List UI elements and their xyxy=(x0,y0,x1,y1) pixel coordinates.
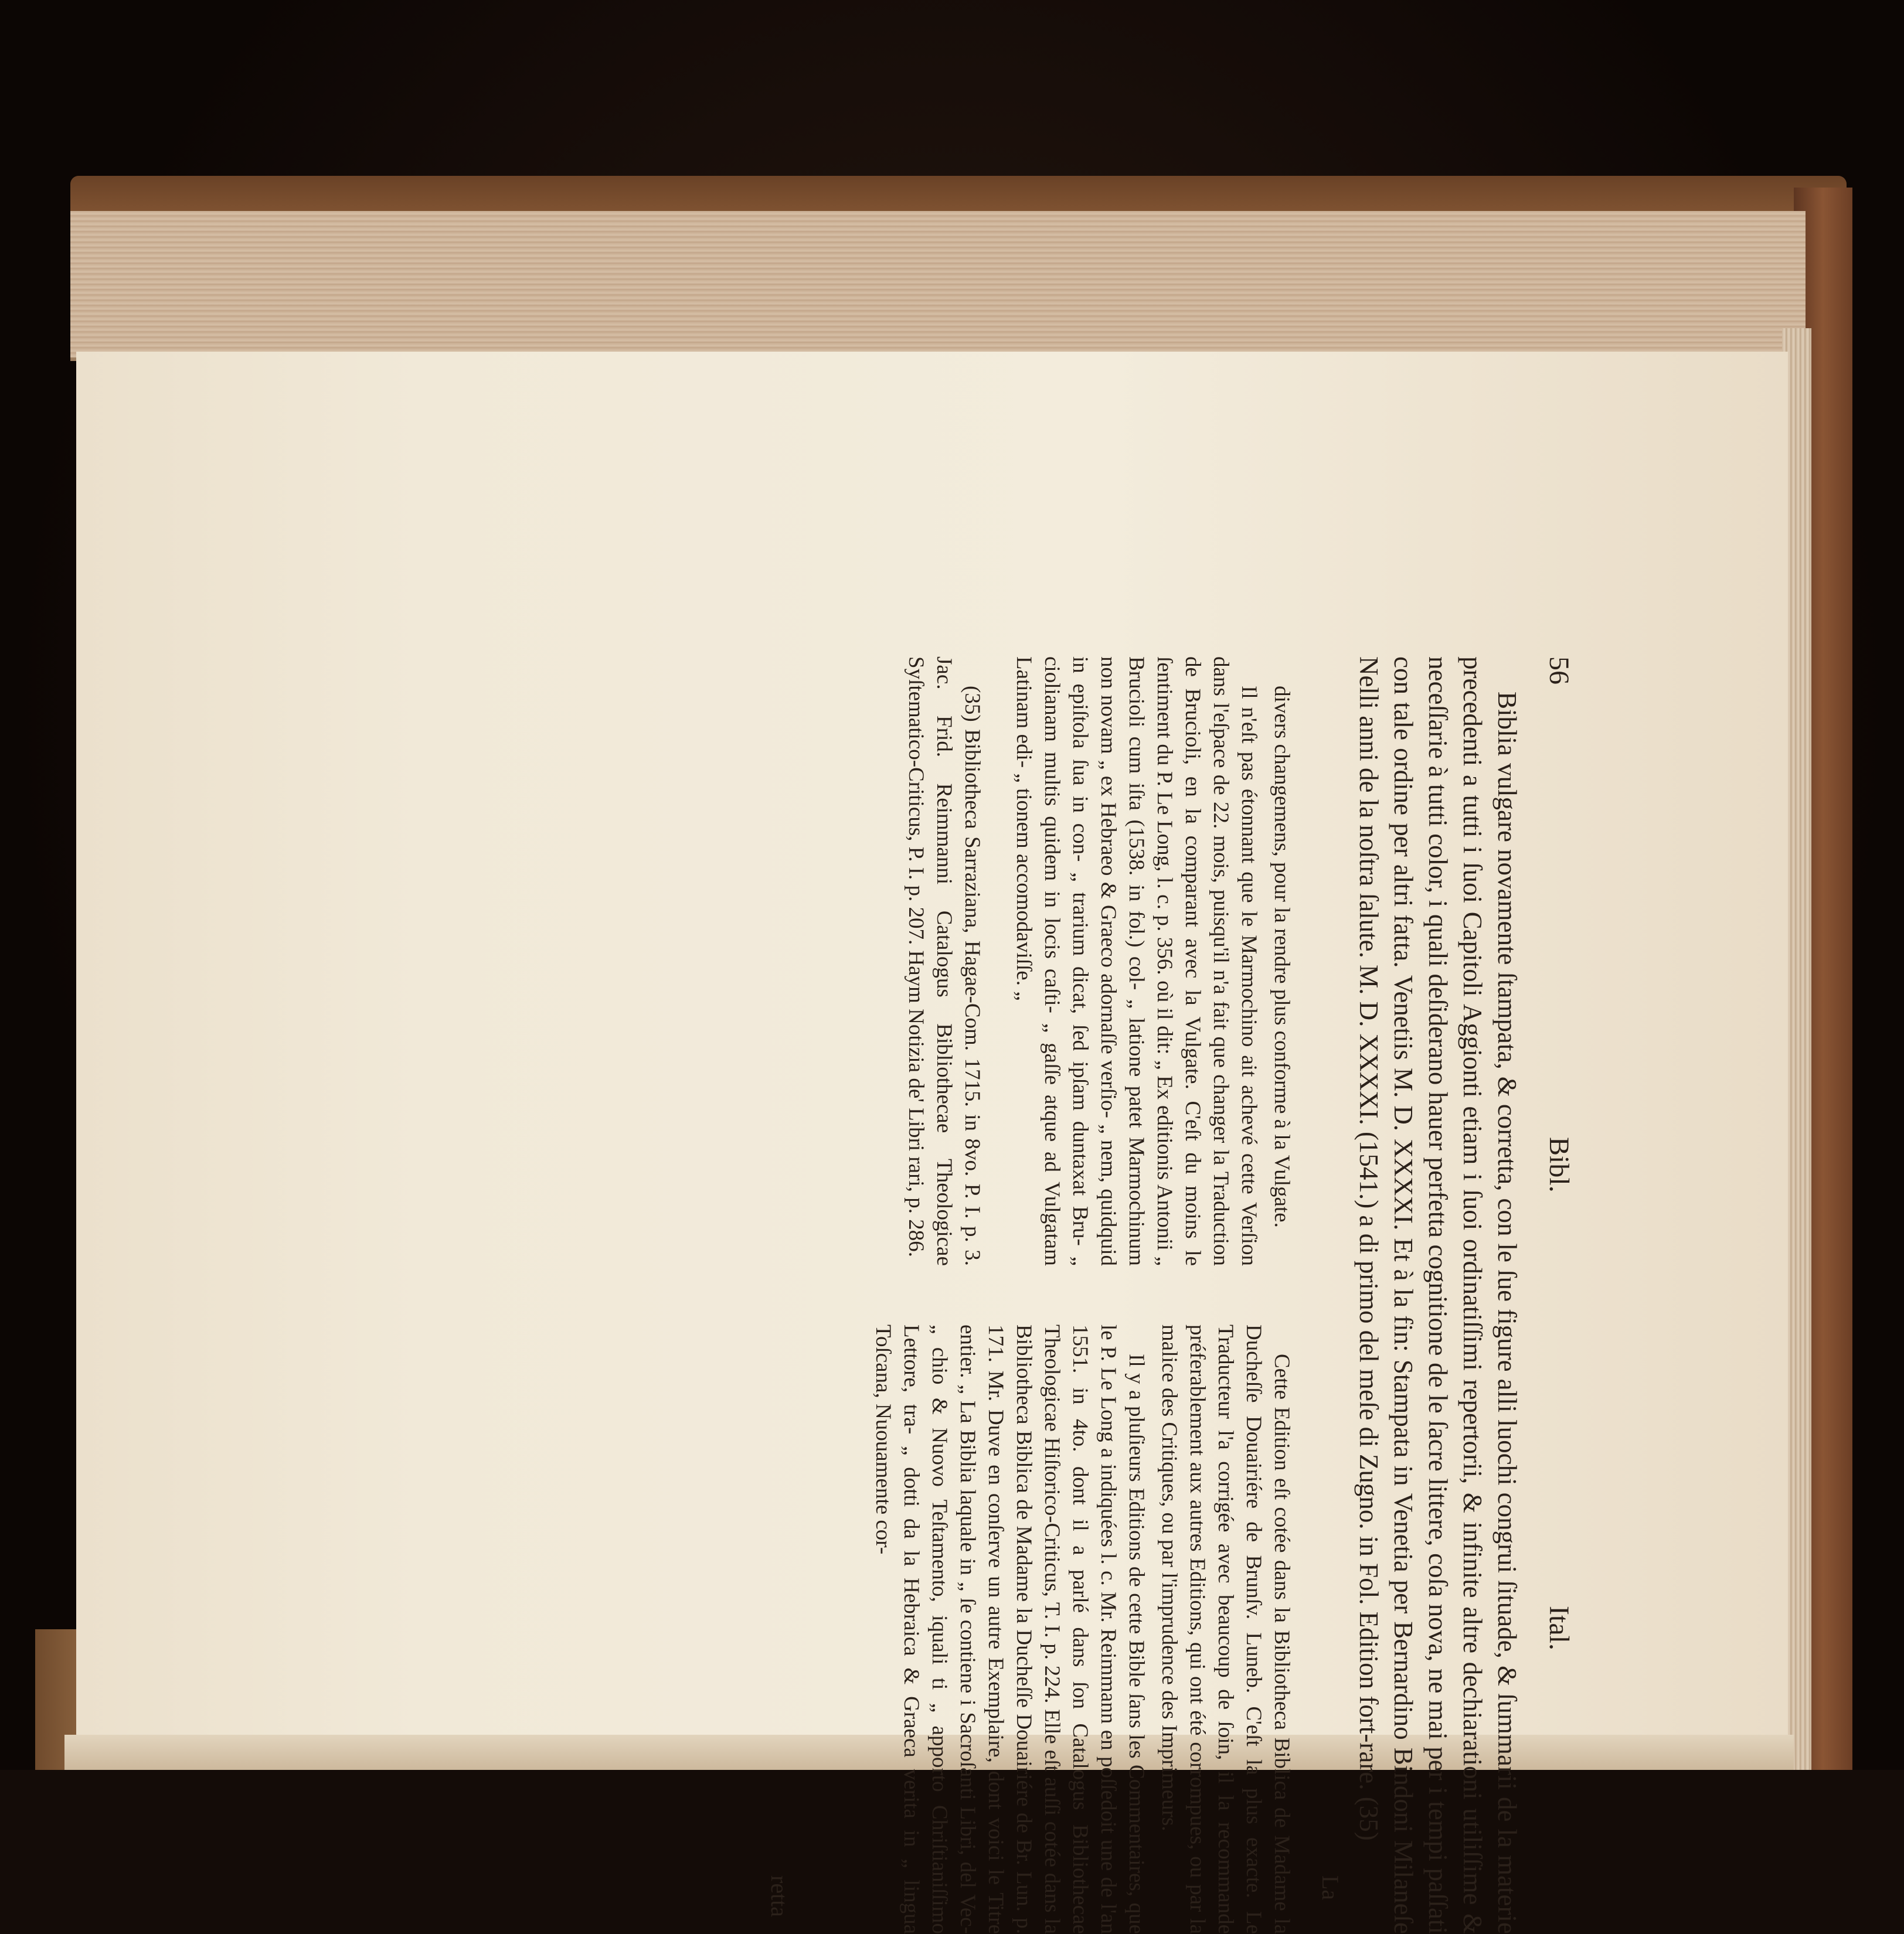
left-paragraph-2: Il n'eſt pas étonnant que le Marmochino ait achevé cette Verſion dans l'eſpace de 22. mois, puisqu'il n'a fait que changer la Traduction de Brucioli, en la comparant avec la Vulgate. C'eſt du moins le ſentiment du P. Le Long, l. c. p. 356. où il dit: „ Ex editionis Antonii „ Brucioli cum iſta (1538. in fol.) col- „ latione patet Marmochinum non novam „ ex Hebraeo & Graeco adornaſſe verſio- „ nem, quidquid in epiſtola ſua in con- „ trarium dicat, ſed ipſam duntaxat Bru- „ ciolianam multis quidem in locis caſti- „ gaſſe atque ad Vulgatam Latinam edi- „ tionem accomodaviſſe. „ xyxy=(1012,656,1261,1266)
right-paragraph-2: Il y a pluſieurs Editions de cette Bible ſans les Commentaires, que le P. Le Long a indiquées l. c. Mr. Reimmann en poſſedoit une de l'an 1551. in 4to. dont il a parlé dans ſon Catalogus Bibliothecae Theologicae Hiſtorico-Criticus, T. I. p. 224. Elle eſt auſſi cotée dans la Bibliotheca Biblica de Madame la Ducheſſe Douairiére de Br. Lun. p. 171. Mr. Duve en conſerve un autre Exemplaire, dont voici le Titre entier. „ La Biblia laquale in „ ſe contiene i Sacroſanti Libri, del Vec- „ chio & Nuovo Teſtamento, iquali ti „ apporto Chriſtianiſſimo Lettore, tra- „ dotti da la Hebraica & Graeca verita in „ lingua Toſcana, Nuouamente cor- xyxy=(871,1324,1148,1934)
page-number: 56 xyxy=(1543,656,1575,685)
page-edges-top xyxy=(70,211,1806,361)
left-column xyxy=(897,656,1296,1266)
right-paragraph-1: Cette Edition eſt cotée dans la Bibliotheca Biblica de Madame la Ducheſſe Douairiére de Brunſv. Luneb. C'eſt la plus exacte. Le Traducteur l'a corrigée avec beaucoup de ſoin, il la recommande préferablement aux autres Editions, qui ont été corrompues, ou par la malice des Critiques, ou par l'imprudence des Imprimeurs. xyxy=(1157,1324,1294,1934)
running-head-left: Bibl. xyxy=(1543,1137,1575,1193)
running-header xyxy=(1530,656,1577,1934)
running-head-right: Ital. xyxy=(1543,1606,1575,1650)
catchword-top: La xyxy=(1317,1875,1344,1901)
right-column xyxy=(864,1324,1296,1934)
catchword-bottom: retta xyxy=(766,1875,793,1918)
page-text-block xyxy=(756,656,1577,1934)
main-entry xyxy=(1351,656,1524,1934)
main-entry-text: Biblia vulgare novamente ſtampata, & corretta, con le ſue figure alli luochi congrui ſituade, & ſummarii de la materie precedenti a tutti i ſuoi Capitoli Aggionti etiam i ſuoi ordinatiſſimi repertorii, & infinite altre dechiarationi utiliſſime & neceſſarie à tutti color, i quali deſiderano hauer perfetta cognitione de le ſacre littere, coſa nova, ne mai per i tempi paſſati con tale ordine per altri fatta. Venetiis M. D. XXXXI. Et à la fin: Stampata in Venetia per Bernardino Bindoni Milaneſe Nelli anni de la noſtra ſalute. M. D. XXXXI. (1541.) a di primo del meſe di Zugno. in Fol. Edition fort-rare. (35) xyxy=(1354,656,1522,1934)
footnote: (35) Bibliotheca Sarraziana, Hagae-Com. 1715. in 8vo. P. I. p. 3. Jac. Frid. Reimmanni Catalogus Bibliothecae Theologicae Syſtematico-Criticus, P. I. p. 207. Haym Notizia de' Libri rari, p. 286. xyxy=(904,656,984,1266)
left-paragraph-1: divers changemens, pour la rendre plus conforme à la Vulgate. xyxy=(1270,686,1294,1228)
